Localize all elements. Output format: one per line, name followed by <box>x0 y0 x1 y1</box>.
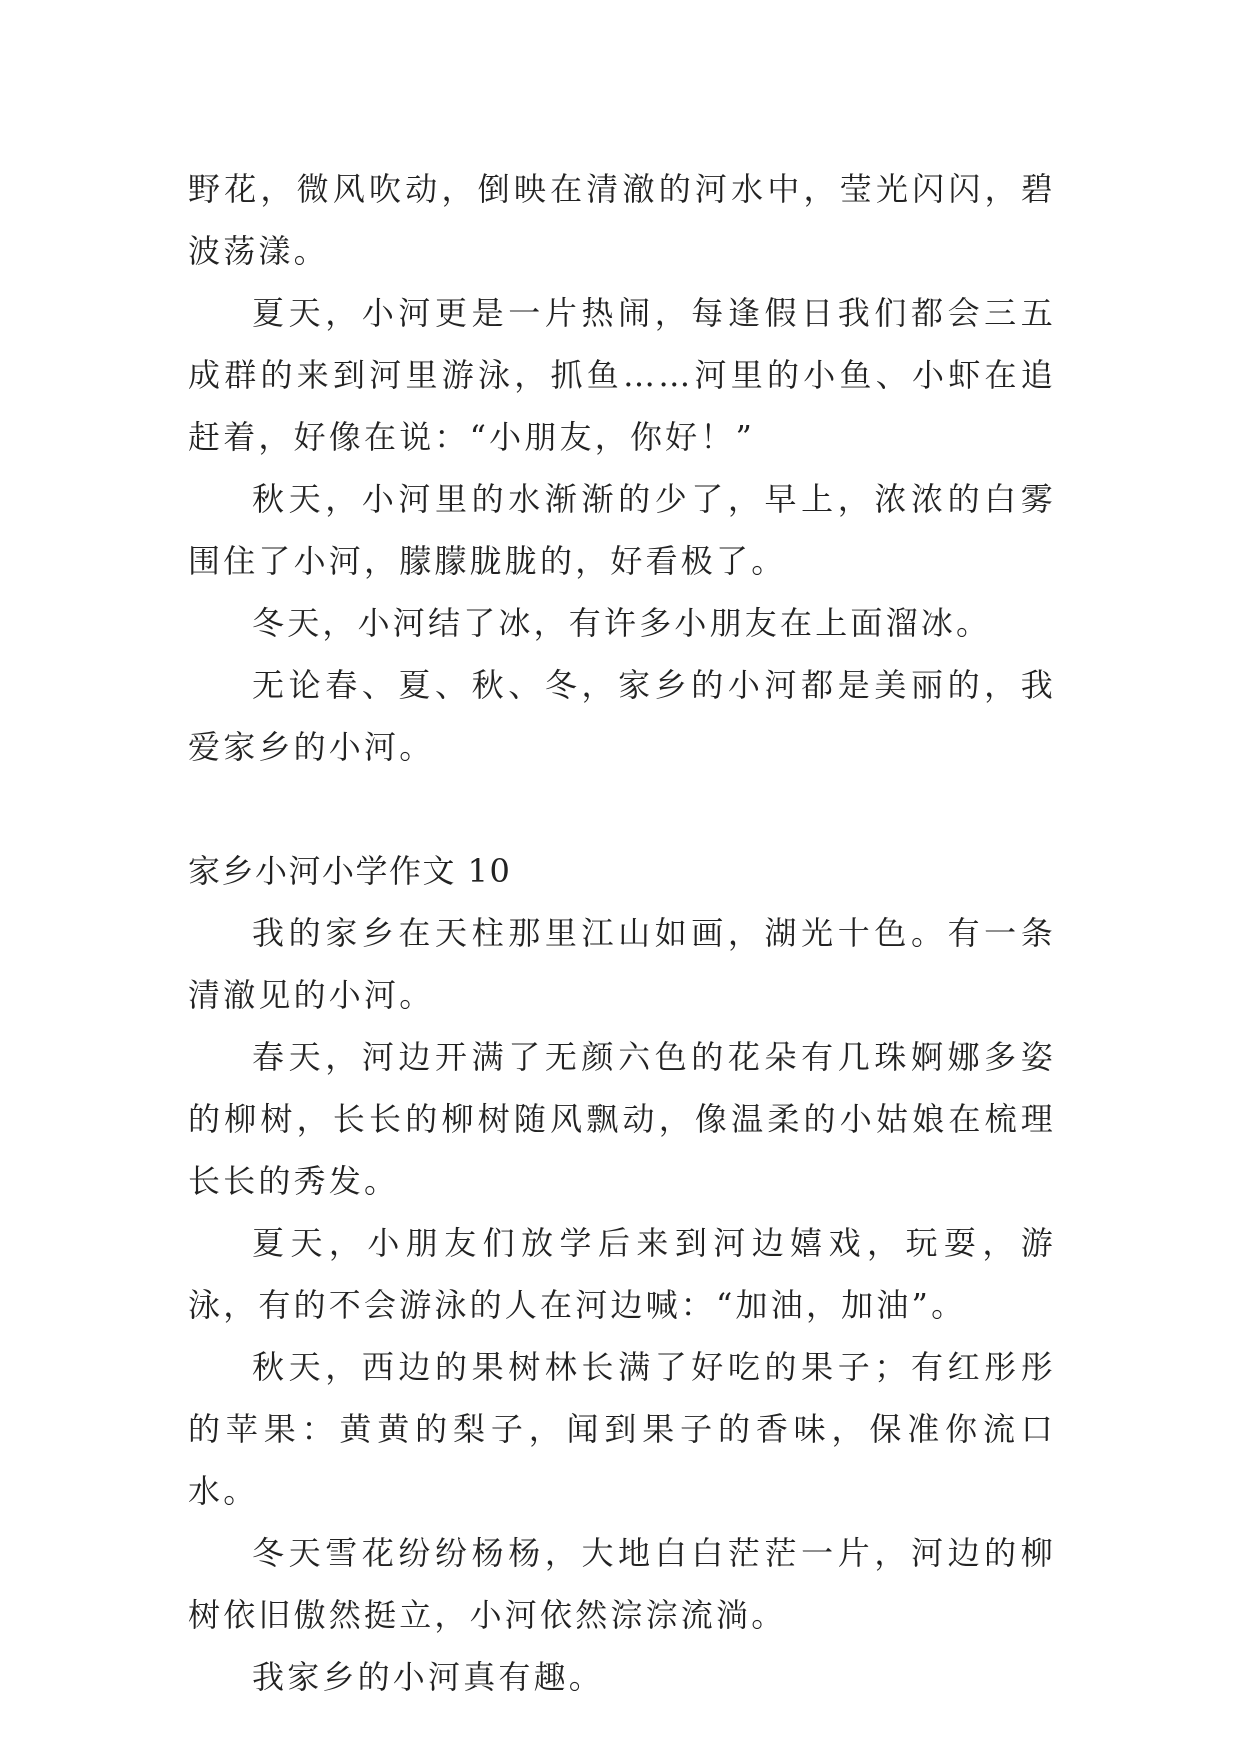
paragraph-closing: 我家乡的小河真有趣。 <box>252 1658 605 1696</box>
document-body <box>188 158 1056 1708</box>
paragraph-winter-2: 冬天雪花纷纷杨杨，大地白白茫茫一片，河边的柳树依旧傲然挺立，小河依然淙淙流淌。 <box>188 1534 1056 1634</box>
paragraph-summer-2: 夏天，小朋友们放学后来到河边嬉戏，玩耍，游泳，有的不会游泳的人在河边喊：“加油，加油”。 <box>188 1224 1056 1324</box>
essay-heading: 家乡小河小学作文 10 <box>188 852 512 890</box>
paragraph-winter: 冬天，小河结了冰，有许多小朋友在上面溜冰。 <box>252 604 992 642</box>
paragraph-autumn-2: 秋天，西边的果树林长满了好吃的果子；有红彤彤的苹果：黄黄的梨子，闻到果子的香味，保准你流口水。 <box>188 1348 1056 1510</box>
paragraph-autumn: 秋天，小河里的水渐渐的少了，早上，浓浓的白雾围住了小河，朦朦胧胧的，好看极了。 <box>188 480 1056 580</box>
section-gap <box>188 778 1056 840</box>
paragraph-conclusion: 无论春、夏、秋、冬，家乡的小河都是美丽的，我爱家乡的小河。 <box>188 666 1056 766</box>
paragraph-intro: 我的家乡在天柱那里江山如画，湖光十色。有一条清澈见的小河。 <box>188 914 1056 1014</box>
paragraph-spring: 春天，河边开满了无颜六色的花朵有几珠婀娜多姿的柳树，长长的柳树随风飘动，像温柔的小姑娘在梳理长长的秀发。 <box>188 1038 1056 1200</box>
paragraph-summer: 夏天，小河更是一片热闹，每逢假日我们都会三五成群的来到河里游泳，抓鱼……河里的小鱼、小虾在追赶着，好像在说：“小朋友，你好！” <box>188 294 1056 456</box>
paragraph-continued: 野花，微风吹动，倒映在清澈的河水中，莹光闪闪，碧波荡漾。 <box>188 170 1056 270</box>
